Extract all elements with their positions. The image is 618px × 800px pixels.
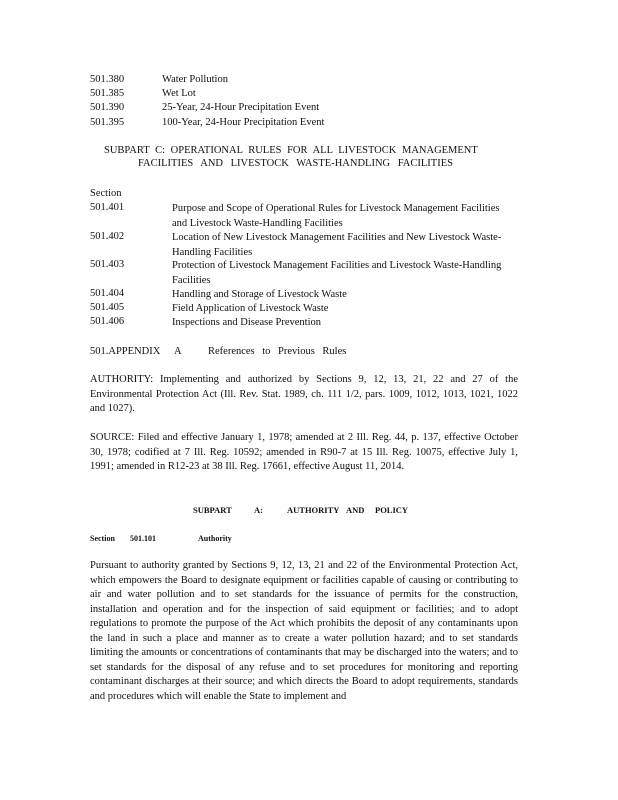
authority-note: AUTHORITY: Implementing and authorized by Sections 9, 12, 13, 21, 22 and 27 of the Environmental Protection Act (Ill. Rev. Stat. 1989, ch. 111 1/2, pars. 1009, 1012, 1013, 1021, 1022 and 1027). — [90, 374, 518, 414]
subpart-a-title-word: POLICY — [375, 505, 409, 515]
subpart-a-title-word: AUTHORITY — [287, 505, 340, 515]
subpart-c-heading-line1: SUBPART C: OPERATIONAL RULES FOR ALL LIVESTOCK MANAGEMENT — [104, 145, 478, 156]
subpart-a-label: SUBPART — [193, 505, 232, 515]
section-number: 501.401 — [90, 202, 125, 213]
section-heading-label: Section — [90, 534, 115, 543]
subpart-a-letter: A: — [254, 505, 263, 515]
authority-body-paragraph: Pursuant to authority granted by Sections 9, 12, 13, 21 and 22 of the Environmental Protection Act, which empowers the Board to designate equipment or facilities capable of causing or contributing to air and water pollution and to set standards for the issuance of permits for the construction, installation and operation and for the inspection of said equipment or facilities; and to adopt regulations to promote the purpose of the Act which prohibits the deposit of any contaminants upon the land in such a place and manner as to create a water pollution hazard; and to set standards limiting the amounts or concentrations of contaminants that may be discharged into the waters; and to set standards for the disposal of any refuse and to set procedures for monitoring and reporting contaminant discharges at their source; and which directs the Board to adopt requirements, standards and procedures which will enable the State to implement and — [90, 560, 518, 702]
section-number: 501.402 — [90, 231, 125, 242]
appendix-title: References to Previous Rules — [208, 346, 347, 357]
section-title: Inspections and Disease Prevention — [172, 317, 322, 328]
section-heading-number: 501.101 — [130, 534, 156, 543]
section-title: Location of New Livestock Management Facilities and New Livestock Waste-Handling Facilities — [172, 232, 502, 258]
toc-title: Water Pollution — [162, 74, 228, 85]
section-number: 501.406 — [90, 316, 125, 327]
toc-number: 501.385 — [90, 88, 125, 99]
section-heading-title: Authority — [198, 534, 232, 543]
toc-number: 501.395 — [90, 117, 125, 128]
toc-title: Wet Lot — [162, 88, 196, 99]
section-number: 501.405 — [90, 302, 125, 313]
section-number: 501.403 — [90, 259, 125, 270]
subpart-a-title-word: AND — [346, 505, 365, 515]
source-note: SOURCE: Filed and effective January 1, 1978; amended at 2 Ill. Reg. 44, p. 137, effective October 30, 1978; codified at 7 Ill. Reg. 10592; amended in R90-7 at 15 Ill. Reg. 10075, effective July 1, 1991; amended in R12-23 at 38 Ill. Reg. 17661, effective August 11, 2014. — [90, 432, 518, 472]
toc-title: 100-Year, 24-Hour Precipitation Event — [162, 117, 325, 128]
toc-title: 25-Year, 24-Hour Precipitation Event — [162, 102, 320, 113]
subpart-c-heading-line2: FACILITIES AND LIVESTOCK WASTE-HANDLING FACILITIES — [138, 158, 453, 169]
toc-number: 501.380 — [90, 74, 125, 85]
appendix-number: 501.APPENDIX — [90, 346, 161, 357]
section-title: Purpose and Scope of Operational Rules for Livestock Management Facilities and Livestock Waste-Handling Facilities — [172, 203, 500, 229]
section-title: Field Application of Livestock Waste — [172, 303, 329, 314]
toc-number: 501.390 — [90, 102, 125, 113]
section-label: Section — [90, 188, 122, 199]
section-title: Handling and Storage of Livestock Waste — [172, 289, 347, 300]
appendix-letter: A — [174, 346, 182, 357]
section-number: 501.404 — [90, 288, 125, 299]
section-title: Protection of Livestock Management Facilities and Livestock Waste-Handling Facilities — [172, 260, 502, 286]
